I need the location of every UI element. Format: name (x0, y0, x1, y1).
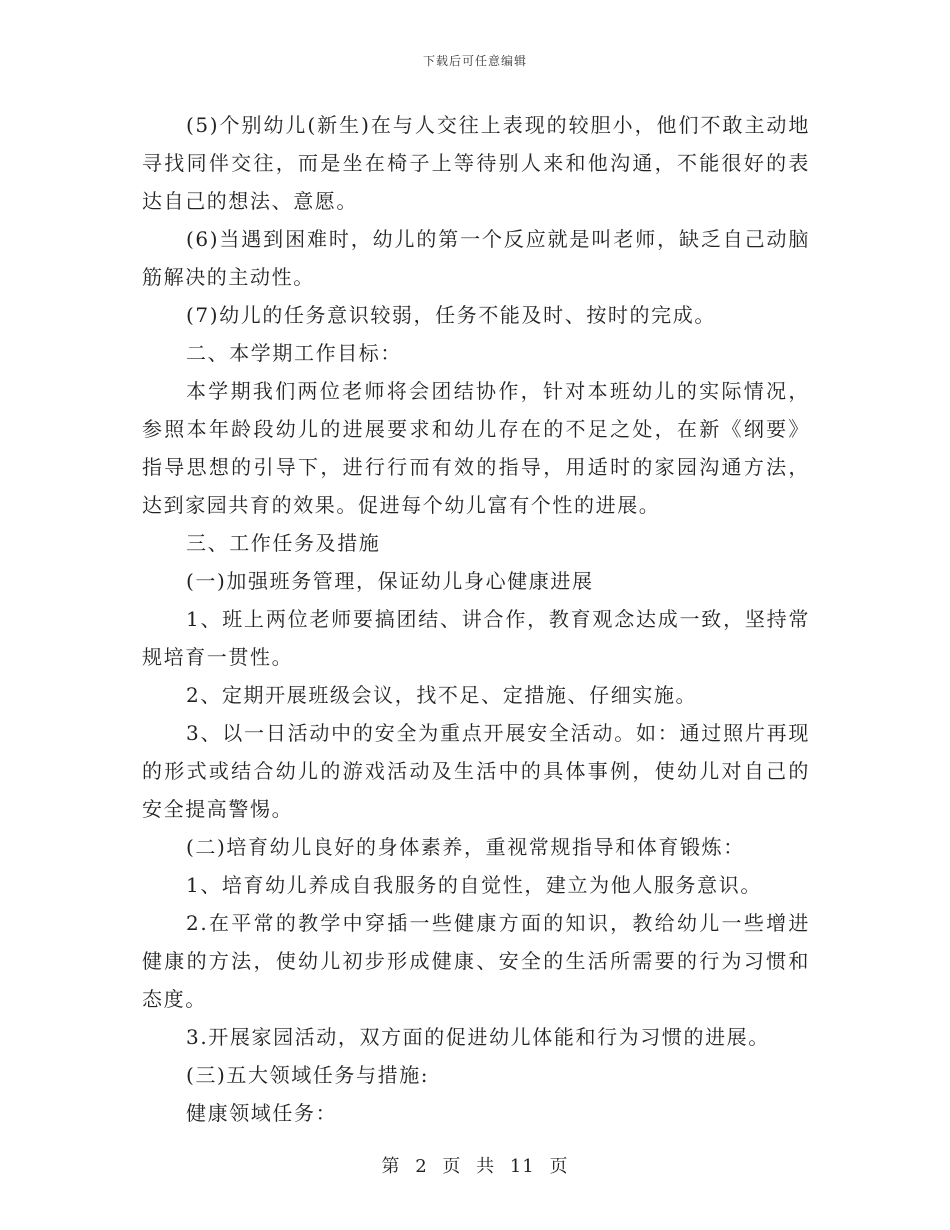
item-3: 3、以一日活动中的安全为重点开展安全活动。如：通过照片再现的形式或结合幼儿的游戏活动及生活中的具体事例，使幼儿对自己的安全提高警惕。 (142, 721, 810, 821)
item-1: 1、班上两位老师要搞团结、讲合作，教育观念达成一致，坚持常规培育一贯性。 (142, 607, 810, 669)
subheading-2: (二)培育幼儿良好的身体素养，重视常规指导和体育锻炼： (186, 835, 745, 859)
section-heading-3: 三、工作任务及措施 (186, 531, 381, 555)
health-domain-heading: 健康领域任务： (186, 1101, 338, 1125)
section-heading-2: 二、本学期工作目标： (186, 341, 402, 365)
paragraph-5: (5)个别幼儿(新生)在与人交往上表现的较胆小，他们不敢主动地寻找同伴交往，而是坐在椅子上等待别人来和他沟通，不能很好的表达自己的想法、意愿。 (142, 113, 810, 213)
subheading-3: (三)五大领域任务与措施: (186, 1063, 430, 1087)
body-text (142, 106, 810, 1132)
subheading-1: (一)加强班务管理，保证幼儿身心健康进展 (186, 569, 594, 593)
paragraph-goals: 本学期我们两位老师将会团结协作，针对本班幼儿的实际情况，参照本年龄段幼儿的进展要求和幼儿存在的不足之处，在新《纲要》指导思想的引导下，进行行而有效的指导，用适时的家园沟通方法，达到家园共育的效果。促进每个幼儿富有个性的进展。 (142, 379, 810, 517)
item-2-2: 2.在平常的教学中穿插一些健康方面的知识，教给幼儿一些增进健康的方法，使幼儿初步形成健康、安全的生活所需要的行为习惯和态度。 (142, 911, 810, 1011)
page-number-footer: 第 2 页 共 11 页 (381, 1156, 569, 1177)
item-2-1: 1、培育幼儿养成自我服务的自觉性，建立为他人服务意识。 (186, 873, 762, 897)
header-note: 下载后可任意编辑 (422, 54, 527, 68)
item-2-3: 3.开展家园活动，双方面的促进幼儿体能和行为习惯的进展。 (186, 1025, 770, 1049)
paragraph-6: (6)当遇到困难时，幼儿的第一个反应就是叫老师，缺乏自己动脑筋解决的主动性。 (142, 227, 810, 289)
item-2: 2、定期开展班级会议，找不足、定措施、仔细实施。 (186, 683, 698, 707)
paragraph-7: (7)幼儿的任务意识较弱，任务不能及时、按时的完成。 (186, 303, 716, 327)
